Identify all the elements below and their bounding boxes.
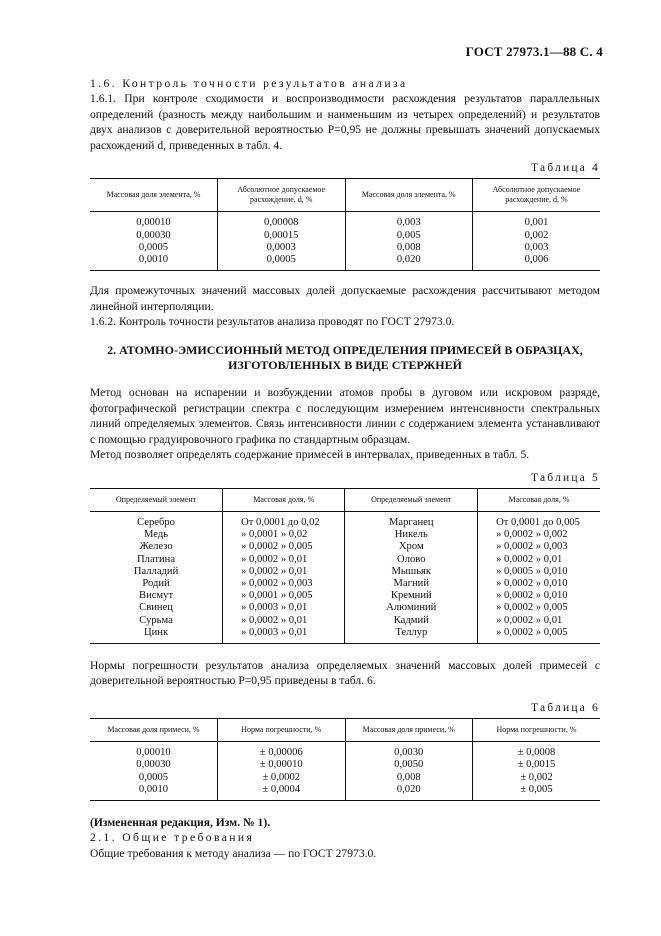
table-cell: ± 0,002 — [473, 772, 601, 784]
table-cell: » 0,0002 » 0,010 — [478, 578, 600, 590]
table-cell: » 0,0002 » 0,005 — [478, 627, 600, 644]
table-row — [90, 615, 600, 627]
table-row — [90, 529, 600, 541]
table-4-header-row — [90, 179, 600, 212]
table-cell: Цинк — [90, 627, 223, 644]
table-6 — [90, 718, 600, 801]
table-cell: Железо — [139, 541, 173, 553]
paragraph-1-6-1: 1.6.1. При контроле сходимости и воспроизводимости расхождения результатов параллельных определений (разность между наибольшим и наименьшим из четырех определений) и результатов двух анализов с доверительной вероятностью P=0,95 не должны превышать значений допускаемых расхождений d, приведенных в табл. 4. — [90, 92, 600, 152]
table-cell: » 0,0002 » 0,003 — [478, 541, 600, 553]
table-cell: Никель — [345, 529, 478, 541]
table-cell: Свинец — [139, 602, 173, 614]
table-4-caption: Таблица 4 — [531, 162, 600, 175]
table-cell: » 0,0001 » 0,02 — [223, 529, 345, 541]
table-cell: ± 0,0015 — [473, 759, 601, 771]
table-cell: 0,0005 — [138, 241, 169, 253]
table-cell: Висмут — [139, 590, 174, 602]
table-cell: 0,00010 — [136, 747, 171, 759]
table-6-header-cell: Норма погрешности, % — [218, 719, 346, 742]
table-cell: 0,001 — [473, 212, 601, 230]
edition-note: (Измененная редакция, Изм. № 1). — [90, 815, 271, 829]
table-4-header-cell: Массовая доля элемента, % — [345, 179, 473, 212]
table-cell: 0,003 — [473, 242, 601, 254]
table-5-header-row — [90, 488, 600, 511]
table-row — [90, 230, 600, 242]
table-5-body — [90, 511, 600, 643]
table-row — [90, 759, 600, 771]
table-cell: Серебро — [137, 516, 175, 528]
table-5-header-cell: Определяемый элемент — [90, 488, 223, 511]
table-cell: » 0,0005 » 0,010 — [478, 566, 600, 578]
paragraph-general-requirements: Общие требования к методу анализа — по ГОСТ 27973.0. — [90, 846, 377, 860]
table-cell: 0,005 — [345, 230, 473, 242]
table-cell: 0,008 — [345, 242, 473, 254]
table-cell: Хром — [345, 541, 478, 553]
table-cell: 0,002 — [473, 230, 601, 242]
paragraph-method-ranges: Метод позволяет определять содержание примесей в интервалах, приведенных в табл. 5. — [90, 448, 530, 462]
table-cell: 0,00030 — [136, 229, 171, 241]
table-cell: 0,00008 — [218, 212, 346, 230]
table-cell: Мышьяк — [345, 566, 478, 578]
table-cell: » 0,0001 » 0,005 — [223, 590, 345, 602]
table-cell: Кадмий — [345, 615, 478, 627]
table-cell: » 0,0002 » 0,002 — [478, 529, 600, 541]
table-cell: » 0,0002 » 0,005 — [478, 602, 600, 614]
table-6-header-cell: Массовая доля примеси, % — [90, 719, 218, 742]
section-2-title: 2. АТОМНО-ЭМИССИОННЫЙ МЕТОД ОПРЕДЕЛЕНИЯ ПРИМЕСЕЙ В ОБРАЗЦАХ, ИЗГОТОВЛЕННЫХ В ВИДЕ СТЕРЖНЕЙ — [107, 343, 583, 372]
table-cell: 0,00010 — [136, 217, 171, 229]
table-row — [90, 602, 600, 614]
paragraph-interpolation: Для промежуточных значений массовых долей допускаемые расхождения рассчитывают методом линейной интерполяции. — [90, 284, 600, 313]
table-cell: 0,003 — [345, 212, 473, 230]
table-cell: Родий — [142, 577, 170, 589]
section-2-1-heading: 2.1. Общие требования — [90, 831, 255, 845]
table-row — [90, 254, 600, 271]
table-cell: Сурьма — [139, 614, 173, 626]
page-content — [90, 76, 600, 861]
table-cell: Медь — [144, 529, 169, 541]
table-cell: ± 0,0004 — [218, 784, 346, 801]
table-cell: ± 0,0002 — [218, 772, 346, 784]
table-cell: 0,020 — [345, 784, 473, 801]
table-cell: 0,0010 — [90, 254, 218, 271]
section-1-6-heading: 1.6. Контроль точности результатов анализа — [90, 77, 408, 90]
table-5-header-cell: Определяемый элемент — [345, 488, 478, 511]
table-cell: » 0,0002 » 0,01 — [478, 554, 600, 566]
paragraph-1-6-2: 1.6.2. Контроль точности результатов анализа проводят по ГОСТ 27973.0. — [90, 315, 455, 329]
page-header: ГОСТ 27973.1—88 С. 4 — [465, 44, 603, 59]
table-cell: От 0,0001 до 0,02 — [223, 511, 345, 529]
table-row — [90, 742, 600, 760]
table-cell: ± 0,00010 — [218, 759, 346, 771]
table-cell: Магний — [345, 578, 478, 590]
table-cell: Палладий — [133, 565, 179, 577]
table-5 — [90, 488, 600, 644]
table-cell: 0,0010 — [90, 784, 218, 801]
table-cell: Марганец — [345, 511, 478, 529]
table-cell: Алюминий — [345, 602, 478, 614]
table-6-caption: Таблица 6 — [531, 701, 600, 714]
table-cell: Платина — [137, 553, 176, 565]
table-row — [90, 212, 600, 230]
table-cell: 0,00030 — [136, 759, 171, 771]
table-6-header-cell: Массовая доля примеси, % — [345, 719, 473, 742]
table-cell: Теллур — [345, 627, 478, 644]
paragraph-error-norms: Нормы погрешности результатов анализа определяемых значений массовых долей примесей с доверительной вероятностью P=0,95 приведены в табл. 6. — [90, 658, 600, 688]
table-cell: » 0,0003 » 0,01 — [223, 627, 345, 644]
table-row — [90, 627, 600, 644]
table-5-header-cell: Массовая доля, % — [478, 488, 600, 511]
table-cell: » 0,0002 » 0,010 — [478, 590, 600, 602]
table-cell: От 0,0001 до 0,005 — [478, 511, 600, 529]
table-row — [90, 590, 600, 602]
table-5-header-cell: Массовая доля, % — [223, 488, 345, 511]
table-cell: » 0,0002 » 0,01 — [223, 566, 345, 578]
table-row — [90, 578, 600, 590]
table-6-header-row — [90, 719, 600, 742]
table-cell: ± 0,0008 — [473, 742, 601, 760]
table-4-header-cell: Массовая доля элемента, % — [90, 179, 218, 212]
table-cell: 0,0003 — [218, 242, 346, 254]
table-4-header-cell: Абсолютное допускаемое расхождение, d, % — [218, 179, 346, 212]
table-cell: » 0,0002 » 0,005 — [223, 541, 345, 553]
table-row — [90, 784, 600, 801]
table-row — [90, 554, 600, 566]
table-4-header-cell: Абсолютное допускаемое расхождение, d, % — [473, 179, 601, 212]
table-row — [90, 566, 600, 578]
table-6-header-cell: Норма погрешности, % — [473, 719, 601, 742]
table-cell: ± 0,00006 — [218, 742, 346, 760]
table-cell: » 0,0002 » 0,01 — [223, 554, 345, 566]
table-cell: » 0,0002 » 0,003 — [223, 578, 345, 590]
table-cell: 0,0005 — [218, 254, 346, 271]
table-6-body — [90, 742, 600, 801]
table-cell: 0,0050 — [345, 759, 473, 771]
table-cell: » 0,0003 » 0,01 — [223, 602, 345, 614]
table-cell: ± 0,005 — [473, 784, 601, 801]
table-cell: 0,0005 — [138, 771, 169, 783]
table-cell: 0,00015 — [218, 230, 346, 242]
table-cell: Кремний — [345, 590, 478, 602]
table-cell: » 0,0002 » 0,01 — [478, 615, 600, 627]
table-row — [90, 511, 600, 529]
table-row — [90, 242, 600, 254]
table-5-caption: Таблица 5 — [531, 471, 600, 484]
table-cell: 0,008 — [345, 772, 473, 784]
table-cell: 0,006 — [473, 254, 601, 271]
table-cell: » 0,0002 » 0,01 — [223, 615, 345, 627]
table-cell: 0,020 — [345, 254, 473, 271]
table-row — [90, 541, 600, 553]
table-cell: Олово — [345, 554, 478, 566]
paragraph-method-basis: Метод основан на испарении и возбуждении атомов пробы в дуговом или искровом разряде, фотографической регистрации спектра с последующим измерением интенсивности спектральных линий определяемых элементов. Связь интенсивности линии с содержанием элемента устанавливают с помощью градуировочного графика по стандартным образцам. — [90, 386, 600, 446]
table-row — [90, 772, 600, 784]
table-4-body — [90, 212, 600, 271]
table-cell: 0,0030 — [345, 742, 473, 760]
table-4 — [90, 178, 600, 271]
